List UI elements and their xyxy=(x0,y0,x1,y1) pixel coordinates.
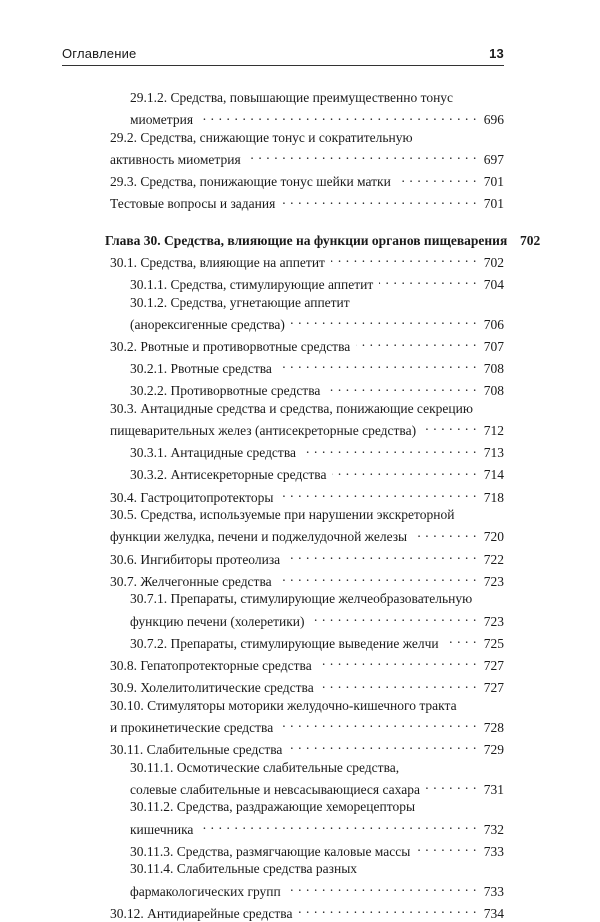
dot-leader xyxy=(281,191,477,209)
dot-leader xyxy=(445,630,477,648)
dot-leader xyxy=(332,462,477,480)
toc-entry-title-line: 29.1.2. Средства, повышающие преимущественно тонус xyxy=(130,90,454,105)
toc-page-number: 712 xyxy=(483,423,504,439)
toc-entry[interactable] xyxy=(0,484,504,506)
toc-entry-title-line: (анорексигенные средства) xyxy=(130,316,285,332)
page-number: 13 xyxy=(489,46,504,61)
toc-page-number: 718 xyxy=(483,489,504,505)
toc-entry-last-line xyxy=(0,568,504,590)
toc-page-number: 706 xyxy=(483,316,504,332)
dot-leader xyxy=(279,714,477,732)
toc-entry-last-line xyxy=(0,630,504,652)
dot-leader xyxy=(422,417,477,435)
dot-leader xyxy=(318,652,477,670)
toc-entry-title-line: фармакологических групп xyxy=(130,883,281,899)
toc-page-number: 697 xyxy=(483,151,504,167)
toc-page-number: 731 xyxy=(483,781,504,797)
toc-page-number: 733 xyxy=(483,843,504,859)
toc-entry-title-line: 30.1. Средства, влияющие на аппетит xyxy=(110,254,325,270)
toc-entry-title-line: и прокинетические средства xyxy=(110,719,274,735)
dot-leader xyxy=(298,900,477,918)
toc-entry-last-line xyxy=(0,355,504,377)
toc-entry-last-line xyxy=(0,227,541,249)
toc-entry-last-line xyxy=(0,900,504,922)
toc-entry-last-line xyxy=(0,608,504,630)
toc-page-number: 696 xyxy=(483,112,504,128)
toc-entry-title-line: 30.11.3. Средства, размягчающие каловые массы xyxy=(130,843,411,859)
toc-entry-title-line: 30.11.4. Слабительные средства разных xyxy=(130,861,358,877)
toc-page-number: 725 xyxy=(483,635,504,651)
toc-page-number: 734 xyxy=(483,905,504,921)
toc-page-number: 714 xyxy=(483,467,504,483)
toc-entry-title-line: 30.2.2. Противорвотные средства xyxy=(130,383,321,399)
table-of-contents xyxy=(0,89,600,922)
toc-page-number: 733 xyxy=(483,883,504,899)
toc-entry[interactable] xyxy=(0,333,504,355)
toc-entry-title-line: активность миометрия xyxy=(110,151,241,167)
toc-entry[interactable] xyxy=(0,400,504,440)
toc-entry[interactable] xyxy=(0,590,504,630)
dot-leader xyxy=(247,146,477,164)
toc-entry-title-line: 30.12. Антидиарейные средства xyxy=(110,905,293,921)
toc-entry[interactable] xyxy=(0,630,504,652)
toc-entry-title-line: функции желудка, печени и поджелудочной железы xyxy=(110,529,408,545)
toc-page-number: 727 xyxy=(483,680,504,696)
toc-entry[interactable] xyxy=(0,506,504,546)
toc-page-number: 702 xyxy=(483,254,504,270)
toc-entry[interactable] xyxy=(0,440,504,462)
toc-entry-title-line: миометрия xyxy=(130,112,194,128)
toc-entry[interactable] xyxy=(0,652,504,674)
toc-entry-last-line xyxy=(0,107,504,129)
dot-leader xyxy=(286,546,477,564)
dot-leader xyxy=(397,169,477,187)
toc-entry-title-line: 30.7.2. Препараты, стимулирующие выведение желчи xyxy=(130,635,439,651)
toc-entry[interactable] xyxy=(0,759,504,799)
toc-page-number: 723 xyxy=(483,613,504,629)
toc-entry[interactable] xyxy=(0,89,504,129)
toc-entry-last-line xyxy=(0,146,504,168)
toc-entry[interactable] xyxy=(0,355,504,377)
toc-entry-last-line xyxy=(0,440,504,462)
toc-entry-last-line xyxy=(0,333,504,355)
toc-entry[interactable] xyxy=(0,249,504,271)
toc-entry-title-line: 30.6. Ингибиторы протеолиза xyxy=(110,551,281,567)
toc-entry[interactable] xyxy=(0,568,504,590)
toc-page-number: 729 xyxy=(483,742,504,758)
toc-page-number: 727 xyxy=(483,657,504,673)
toc-entry[interactable] xyxy=(0,271,504,293)
dot-leader xyxy=(379,271,477,289)
running-head xyxy=(62,41,504,61)
toc-entry-title-line: 29.2. Средства, снижающие тонус и сократительную xyxy=(110,129,413,145)
toc-page-number: 720 xyxy=(483,529,504,545)
toc-entry-last-line xyxy=(0,675,504,697)
toc-chapter-entry[interactable] xyxy=(0,227,541,249)
toc-entry-last-line xyxy=(0,191,504,213)
toc-entry-title-line: 30.1.1. Средства, стимулирующие аппетит xyxy=(130,276,374,292)
toc-entry-last-line xyxy=(0,546,504,568)
dot-leader xyxy=(291,311,477,329)
toc-entry-title-line: пищеварительных желез (антисекреторные средства) xyxy=(110,423,417,439)
toc-entry[interactable] xyxy=(0,900,504,922)
toc-entry[interactable] xyxy=(0,860,504,900)
dot-leader xyxy=(302,440,477,458)
toc-entry-last-line xyxy=(0,838,504,860)
toc-entry[interactable] xyxy=(0,169,504,191)
dot-leader xyxy=(320,675,477,693)
toc-entry-title-line: 30.10. Стимуляторы моторики желудочно-кишечного тракта xyxy=(110,697,457,713)
toc-page-number: 732 xyxy=(483,821,504,837)
toc-page-number: 728 xyxy=(483,719,504,735)
toc-entry-last-line xyxy=(0,878,504,900)
toc-entry-title-line: 30.11.1. Осмотические слабительные средства, xyxy=(130,759,400,775)
toc-entry[interactable] xyxy=(0,675,504,697)
toc-page-number: 707 xyxy=(483,338,504,354)
header-rule xyxy=(62,65,504,66)
toc-entry-title-line: 30.8. Гепатопротекторные средства xyxy=(110,657,312,673)
toc-entry-last-line xyxy=(0,652,504,674)
toc-entry-title-line: 30.1.2. Средства, угнетающие аппетит xyxy=(130,294,350,310)
toc-entry[interactable] xyxy=(0,546,504,568)
toc-entry-title-line: солевые слабительные и невсасывающиеся сахара xyxy=(130,781,420,797)
dot-leader xyxy=(331,249,477,267)
toc-entry-last-line xyxy=(0,169,504,191)
toc-entry-title-line: 30.9. Холелитолитические средства xyxy=(110,680,314,696)
dot-leader xyxy=(326,378,477,396)
toc-entry[interactable] xyxy=(0,838,504,860)
toc-entry-last-line xyxy=(0,736,504,758)
dot-leader xyxy=(279,484,477,502)
toc-entry-title-line: 30.11.2. Средства, раздражающие хеморецепторы xyxy=(130,799,416,815)
toc-entry-title-line: 30.7.1. Препараты, стимулирующие желчеобразовательную xyxy=(130,591,473,607)
toc-page-number: 708 xyxy=(483,361,504,377)
toc-entry-last-line xyxy=(0,311,504,333)
toc-entry-last-line xyxy=(0,462,504,484)
dot-leader xyxy=(199,107,477,125)
toc-entry-title-line: 30.2.1. Рвотные средства xyxy=(130,361,272,377)
toc-entry[interactable] xyxy=(0,697,504,737)
toc-entry-last-line xyxy=(0,484,504,506)
dot-leader xyxy=(416,838,477,856)
toc-entry-last-line xyxy=(0,816,504,838)
dot-leader xyxy=(288,736,477,754)
toc-entry-last-line xyxy=(0,524,504,546)
toc-entry-last-line xyxy=(0,271,504,293)
toc-page-number: 722 xyxy=(483,551,504,567)
toc-entry[interactable] xyxy=(0,294,504,334)
toc-entry-title-line: 30.11. Слабительные средства xyxy=(110,742,283,758)
toc-entry-last-line xyxy=(0,378,504,400)
dot-leader xyxy=(311,608,477,626)
toc-entry-title-line: 30.5. Средства, используемые при нарушении экскреторной xyxy=(110,507,455,523)
toc-page-number: 708 xyxy=(483,383,504,399)
toc-entry[interactable] xyxy=(0,378,504,400)
toc-entry-last-line xyxy=(0,714,504,736)
toc-entry[interactable] xyxy=(0,736,504,758)
dot-leader xyxy=(287,878,477,896)
toc-page-number: 701 xyxy=(483,174,504,190)
toc-entry-title-line: 30.3.1. Антацидные средства xyxy=(130,445,297,461)
toc-entry-last-line xyxy=(0,776,504,798)
dot-leader xyxy=(278,355,477,373)
toc-page-number: 701 xyxy=(483,196,504,212)
dot-leader xyxy=(356,333,477,351)
toc-entry-title-line: функцию печени (холеретики) xyxy=(130,613,305,629)
toc-entry[interactable] xyxy=(0,462,504,484)
toc-entry-title-line: 30.3.2. Антисекреторные средства xyxy=(130,467,327,483)
dot-leader xyxy=(199,816,477,834)
toc-entry-title-line: 29.3. Средства, понижающие тонус шейки матки xyxy=(110,174,391,190)
dot-leader xyxy=(413,524,477,542)
toc-entry-title-line: 30.7. Желчегонные средства xyxy=(110,573,272,589)
toc-page-number: 704 xyxy=(483,276,504,292)
toc-entry-title-line: 30.2. Рвотные и противорвотные средства xyxy=(110,338,351,354)
toc-entry-title-line: 30.4. Гастроцитопротекторы xyxy=(110,489,274,505)
toc-entry-title-line: 30.3. Антацидные средства и средства, понижающие секрецию xyxy=(110,400,473,416)
toc-entry[interactable] xyxy=(0,129,504,169)
toc-entry[interactable] xyxy=(0,798,504,838)
toc-entry-title-line: кишечника xyxy=(130,821,194,837)
toc-entry-title-line: Глава 30. Средства, влияющие на функции органов пищеварения xyxy=(105,232,508,248)
toc-page-number: 723 xyxy=(483,573,504,589)
running-head-title: Оглавление xyxy=(62,46,137,61)
toc-entry-title-line: Тестовые вопросы и задания xyxy=(110,196,276,212)
dot-leader xyxy=(278,568,477,586)
toc-entry-last-line xyxy=(0,417,504,439)
toc-page-number: 713 xyxy=(483,445,504,461)
dot-leader xyxy=(426,776,477,794)
toc-entry[interactable] xyxy=(0,191,504,213)
toc-entry-last-line xyxy=(0,249,504,271)
toc-page-number: 702 xyxy=(520,232,541,248)
